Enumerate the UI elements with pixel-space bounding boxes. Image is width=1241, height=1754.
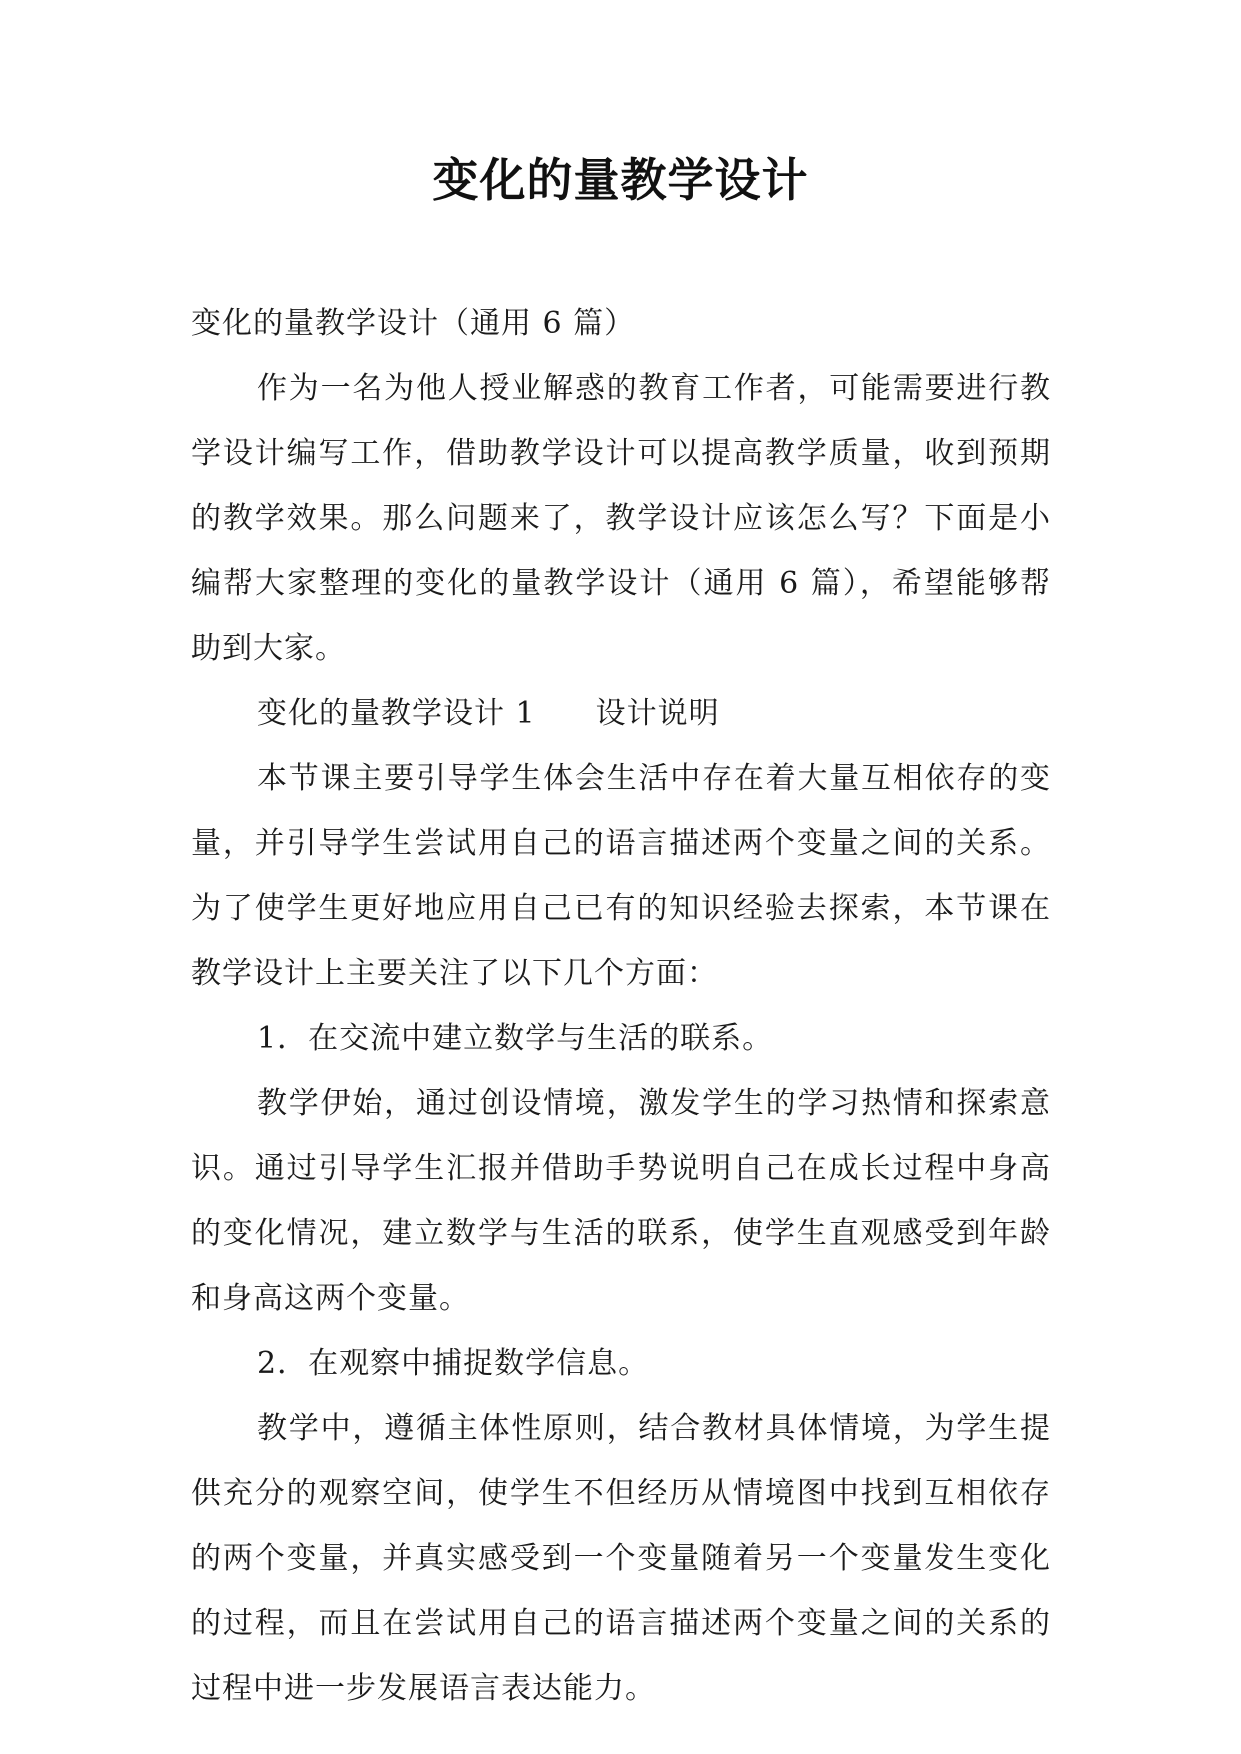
list-item-2: 2．在观察中捕捉数学信息。 bbox=[257, 1346, 650, 1381]
body-paragraph-3: 教学中，遵循主体性原则，结合教材具体情境，为学生提供充分的观察空间，使学生不但经历从情境图中找到互相依存的两个变量，并真实感受到一个变量随着另一个变量发生变化的过程，而且在尝试用自己的语言描述两个变量之间的关系的过程中进一步发展语言表达能力。 bbox=[191, 1411, 1051, 1706]
body-paragraph-1: 本节课主要引导学生体会生活中存在着大量互相依存的变量，并引导学生尝试用自己的语言描述两个变量之间的关系。为了使学生更好地应用自己已有的知识经验去探索，本节课在教学设计上主要关注了以下几个方面： bbox=[191, 761, 1051, 991]
document-body bbox=[191, 291, 1051, 1721]
section-heading-line bbox=[191, 681, 1051, 746]
list-item-1: 1．在交流中建立数学与生活的联系。 bbox=[257, 1021, 774, 1056]
body-paragraph-2: 教学伊始，通过创设情境，激发学生的学习热情和探索意识。通过引导学生汇报并借助手势说明自己在成长过程中身高的变化情况，建立数学与生活的联系，使学生直观感受到年龄和身高这两个变量。 bbox=[191, 1086, 1051, 1316]
section-subheading: 设计说明 bbox=[595, 696, 720, 731]
section-heading: 变化的量教学设计 1 bbox=[257, 696, 536, 731]
document-subtitle: 变化的量教学设计（通用 6 篇） bbox=[191, 306, 636, 341]
intro-paragraph: 作为一名为他人授业解惑的教育工作者，可能需要进行教学设计编写工作，借助教学设计可以提高教学质量，收到预期的教学效果。那么问题来了，教学设计应该怎么写？下面是小编帮大家整理的变化的量教学设计（通用 6 篇），希望能够帮助到大家。 bbox=[191, 371, 1051, 666]
document-title: 变化的量教学设计 bbox=[432, 153, 809, 207]
